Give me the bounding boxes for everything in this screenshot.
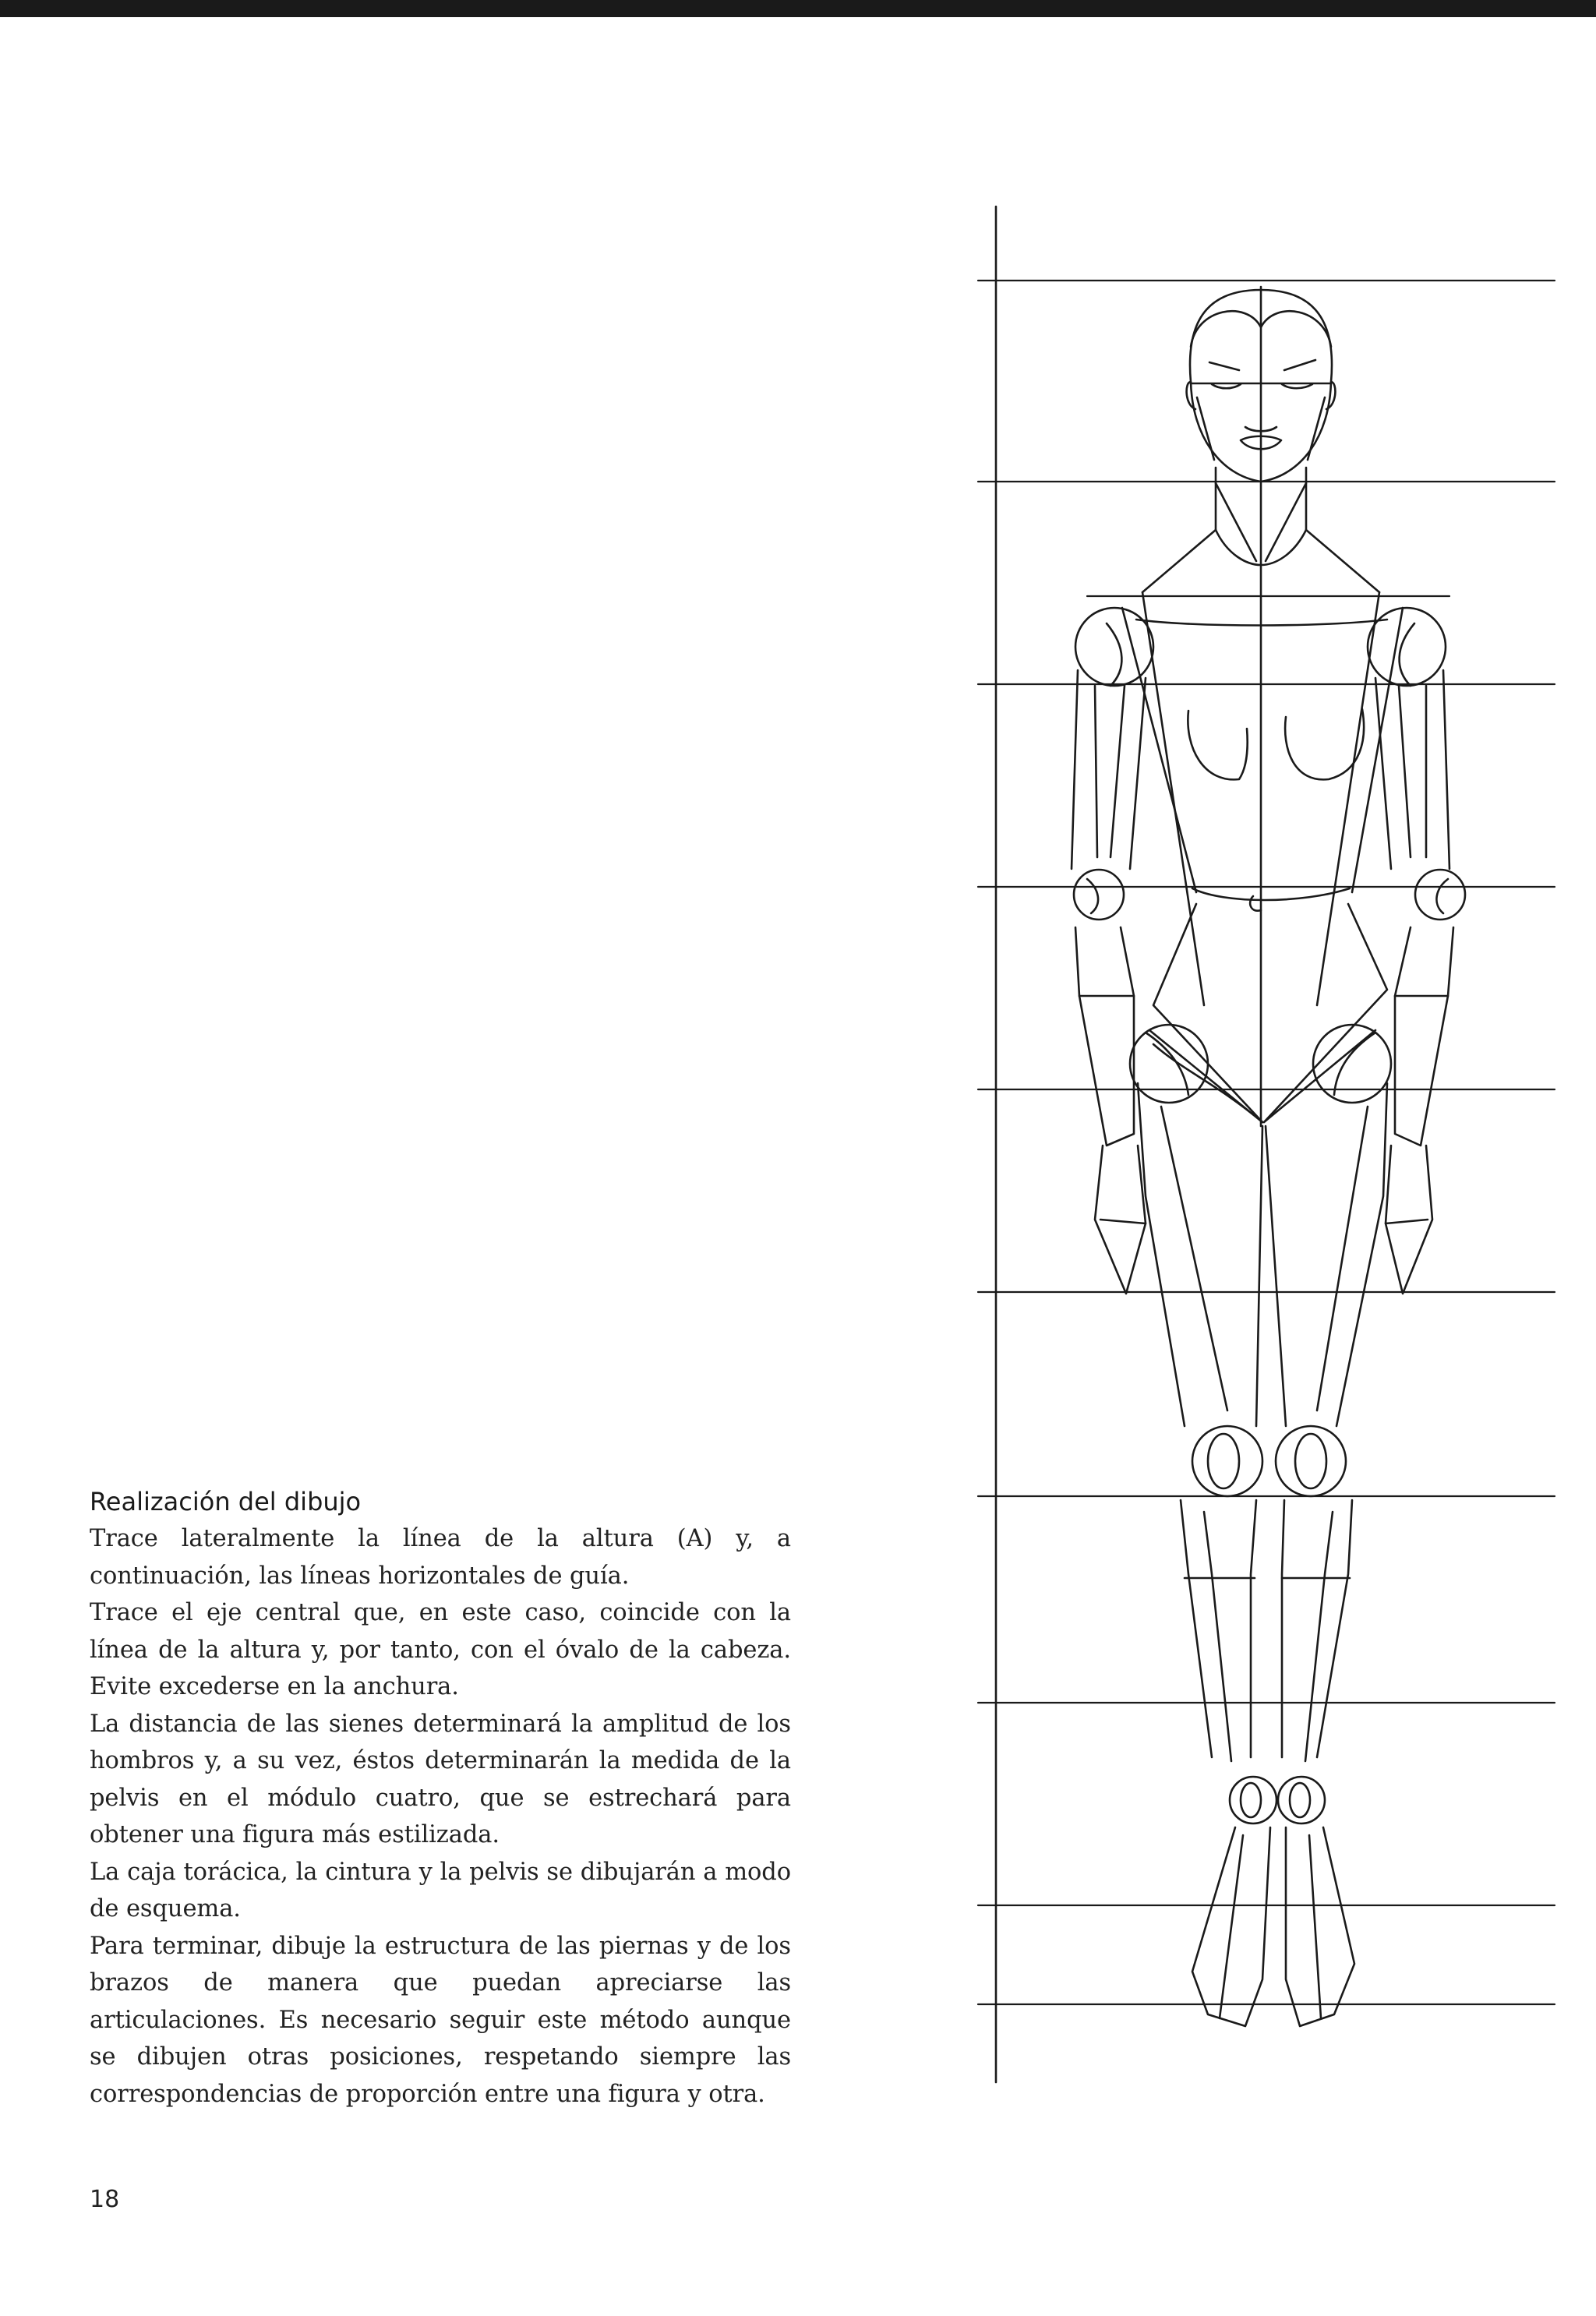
feet	[1192, 1827, 1354, 2026]
paragraph-5: Para terminar, dibuje la estructura de las piernas y de los brazos de manera que puedan apreciarse las articulaciones. Es necesario seguir este método aunque se dibujen otras posiciones, respetando siempre las correspondencias de proporción entre una figura y otra.	[90, 1932, 791, 2108]
elbows	[1074, 870, 1465, 920]
paragraph-4: La caja torácica, la cintura y la pelvis se dibujarán a modo de esquema.	[90, 1858, 791, 1922]
paragraph-1: Trace lateralmente la línea de la altura (A) y, a continuación, las líneas horizontales de guía.	[90, 1525, 791, 1590]
section-heading: Realización del dibujo	[90, 1487, 362, 1516]
text-section	[90, 1483, 791, 2113]
page-number: 18	[90, 2186, 120, 2213]
page-top-border	[0, 0, 1596, 17]
torso	[1122, 530, 1403, 1122]
paragraph-2: Trace el eje central que, en este caso, coincide con la línea de la altura y, por tanto, con el óvalo de la cabeza. Evite excederse en la anchura.	[90, 1599, 791, 1700]
fashion-figure-proportion-diagram-icon	[966, 199, 1559, 2085]
ankles	[1230, 1777, 1325, 1823]
knees	[1192, 1426, 1346, 1496]
figure-proportion-diagram	[966, 199, 1559, 2088]
hands	[1095, 1146, 1432, 1294]
thighs	[1138, 1083, 1387, 1426]
forearms	[1075, 927, 1453, 1146]
lower-legs	[1181, 1500, 1352, 1761]
paragraph-3: La distancia de las sienes determinará la amplitud de los hombros y, a su vez, éstos determinarán la medida de la pelvis en el módulo cuatro, que se estrechará para obtener una figura más estilizada.	[90, 1710, 791, 1848]
